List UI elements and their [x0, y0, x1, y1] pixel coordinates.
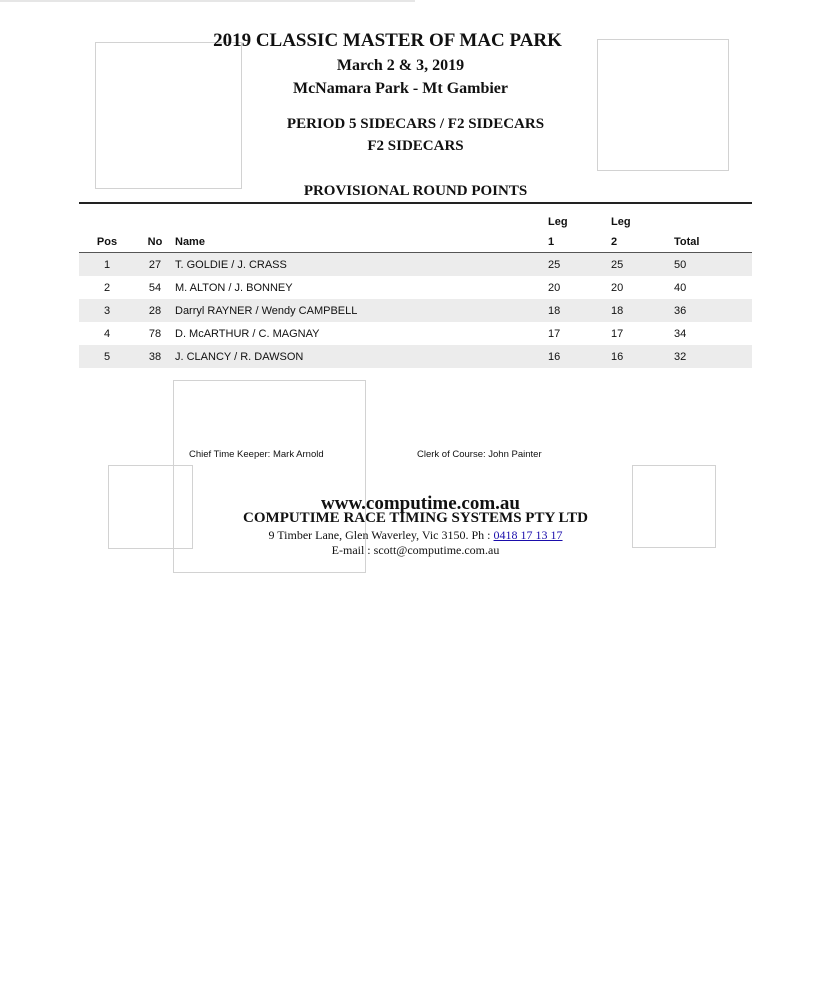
- cell-name: T. GOLDIE / J. CRASS: [175, 253, 548, 277]
- cell-no: 28: [135, 299, 175, 322]
- cell-no: 27: [135, 253, 175, 277]
- cell-total: 32: [674, 345, 752, 368]
- col-leg1-top: Leg: [548, 216, 568, 228]
- footer-address: 9 Timber Lane, Glen Waverley, Vic 3150. Ph :: [268, 528, 491, 542]
- cell-name: Darryl RAYNER / Wendy CAMPBELL: [175, 299, 548, 322]
- col-no: No: [135, 231, 175, 253]
- cell-leg2: 17: [611, 327, 624, 340]
- col-leg1-bottom: 1: [548, 231, 611, 253]
- cell-leg2: 25: [611, 253, 674, 277]
- report-title: PROVISIONAL ROUND POINTS: [303, 183, 528, 199]
- cell-no: 38: [135, 345, 175, 368]
- class-line-1: PERIOD 5 SIDECARS / F2 SIDECARS: [286, 116, 545, 132]
- top-edge-line: [0, 0, 415, 2]
- cell-leg2: 20: [611, 281, 624, 294]
- cell-pos: 1: [79, 253, 135, 277]
- cell-total: 50: [674, 253, 752, 277]
- chief-time-keeper: Chief Time Keeper: Mark Arnold: [189, 449, 324, 460]
- table-header-row: [79, 231, 752, 253]
- cell-pos: 2: [103, 281, 111, 294]
- cell-name: J. CLANCY / R. DAWSON: [175, 345, 548, 368]
- clerk-of-course: Clerk of Course: John Painter: [417, 449, 542, 460]
- event-venue: McNamara Park - Mt Gambier: [292, 80, 509, 97]
- col-leg2-top: Leg: [611, 216, 631, 228]
- cell-pos: 3: [79, 299, 135, 322]
- cell-name: M. ALTON / J. BONNEY: [175, 281, 293, 294]
- cell-total: 40: [674, 281, 687, 294]
- cell-leg1: 25: [548, 253, 611, 277]
- footer-website: www.computime.com.au: [321, 493, 520, 514]
- footer-phone-link[interactable]: 0418 17 13 17: [493, 528, 563, 542]
- footer-email: E-mail : scott@computime.com.au: [331, 543, 500, 557]
- cell-leg1: 18: [548, 299, 611, 322]
- event-dates: March 2 & 3, 2019: [336, 57, 465, 74]
- col-name: Name: [175, 231, 548, 253]
- event-title: 2019 CLASSIC MASTER OF MAC PARK: [213, 30, 562, 51]
- class-line-2: F2 SIDECARS: [367, 138, 464, 154]
- col-total: Total: [674, 231, 752, 253]
- col-pos: Pos: [79, 231, 135, 253]
- table-row: [79, 322, 752, 345]
- table-row: [79, 253, 752, 277]
- cell-name: D. McARTHUR / C. MAGNAY: [175, 327, 320, 340]
- table-row: [79, 299, 752, 322]
- table-row: [79, 276, 752, 299]
- table-header-row-top: [79, 203, 752, 231]
- cell-leg2: 18: [611, 299, 674, 322]
- col-leg2-bottom: 2: [611, 231, 674, 253]
- cell-total: 36: [674, 299, 752, 322]
- footer-address-line: [0, 528, 831, 543]
- cell-pos: 5: [79, 345, 135, 368]
- cell-total: 34: [674, 327, 687, 340]
- cell-leg1: 16: [548, 345, 611, 368]
- results-table: [79, 202, 752, 368]
- cell-no: 54: [148, 281, 162, 294]
- cell-leg2: 16: [611, 345, 674, 368]
- table-row: [79, 345, 752, 368]
- cell-leg1: 20: [548, 281, 561, 294]
- cell-pos: 4: [103, 327, 111, 340]
- cell-no: 78: [148, 327, 162, 340]
- footer-company: COMPUTIME RACE TIMING SYSTEMS PTY LTD: [243, 510, 588, 526]
- cell-leg1: 17: [548, 327, 561, 340]
